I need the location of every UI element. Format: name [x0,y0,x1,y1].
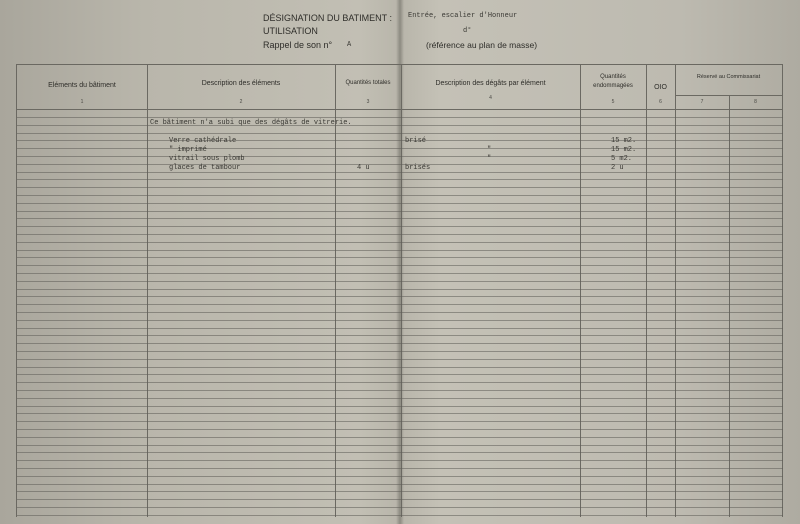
ledger-rule [17,437,783,438]
ledger-rule [17,203,783,204]
ledger-rule [17,265,783,266]
ledger-rule [17,445,783,446]
ledger-rule [17,125,783,126]
ledger-rule [17,296,783,297]
col-number-3: 3 [366,99,370,105]
ledger-rule [17,140,783,141]
ledger-rule [17,413,783,414]
ledger-rule [17,367,783,368]
ledger-rule [17,390,783,391]
ledger-rule [17,374,783,375]
ledger-rule [17,187,783,188]
ledger-rule [17,491,783,492]
ledger-rule [17,398,783,399]
ledger-rule [17,226,783,227]
ledger-rule [17,133,783,134]
ledger-rule [17,218,783,219]
col-title-quantites-totales: Quantités totales [345,80,391,86]
ledger-rule [17,304,783,305]
ledger-rule [17,117,783,118]
ledger-rule [17,484,783,485]
ledger-rule [17,468,783,469]
ledger-rule [17,406,783,407]
rappel-value: A [347,41,352,49]
ledger-rule [17,515,783,516]
note-text: Ce bâtiment n'a subi que des dégâts de vitrerie. [150,119,352,127]
rappel-label: Rappel de son n° [263,40,333,50]
row-qty: 5 m2. [611,155,633,163]
ledger-rule [17,250,783,251]
designation-value: Entrée, escalier d'Honneur [408,12,518,20]
ledger-rule [17,499,783,500]
ledger-rule [17,257,783,258]
col-title-oio: OIO [654,84,667,91]
col-title-quantites-endommagees: Quantités endommagées [593,74,633,89]
ledger-rule [17,476,783,477]
ledger-rule [17,273,783,274]
ledger-rule [17,359,783,360]
ledger-rule [17,429,783,430]
col-number-6: 6 [659,99,662,105]
col-number-5: 5 [611,99,615,105]
reserve-subrule [675,95,782,96]
row-qty: 15 m2. [611,137,637,145]
ledger-rule [17,328,783,329]
col-title-reserve: Réservé au Commissariat [696,74,761,80]
utilisation-value: d° [463,27,472,35]
ledger-rule [17,421,783,422]
ledger-rule [17,343,783,344]
col-number-8: 8 [754,99,757,105]
row-qty: 15 m2. [611,146,637,154]
ledger-rule [17,312,783,313]
row-qty: 2 u [611,164,624,172]
row-damage: " [487,155,492,163]
ledger-rule [17,179,783,180]
ledger-rule [17,335,783,336]
ledger-rule [17,195,783,196]
ledger-rule [17,460,783,461]
row-element: vitrail sous plomb [169,155,245,163]
row-element: " imprimé [169,146,207,154]
row-total: 4 u [357,164,370,172]
ledger-rule [17,172,783,173]
utilisation-label: UTILISATION [263,26,318,36]
ledger-rule [17,234,783,235]
ledger-rule [17,281,783,282]
ledger-rule [17,211,783,212]
ledger-rule [17,164,783,165]
row-element: Verre cathédrale [169,137,237,145]
col-number-4: 4 [489,95,492,101]
ledger-rule [17,452,783,453]
row-damage: brisé [405,137,427,145]
header-rule [17,109,783,110]
col-title-elements: Eléments du bâtiment [48,82,116,89]
damage-table [16,64,783,517]
reference-label: (référence au plan de masse) [426,40,538,50]
ledger-rule [17,156,783,157]
row-damage: brisés [405,164,431,172]
col-number-2: 2 [239,99,243,105]
col-title-description: Description des éléments [201,80,281,87]
row-element: glaces de tambour [169,164,241,172]
ledger-rule [17,320,783,321]
row-damage: " [487,146,492,154]
ledger-rule [17,148,783,149]
ledger-rule [17,242,783,243]
ledger-rule [17,289,783,290]
col-divider [729,95,730,517]
col-number-1: 1 [80,99,84,105]
col-number-7: 7 [700,99,704,105]
designation-label: DÉSIGNATION DU BATIMENT : [263,13,393,23]
col-title-degats: Description des dégâts par élément [435,80,546,87]
ledger-rule [17,351,783,352]
ledger-rule [17,382,783,383]
ledger-rule [17,507,783,508]
